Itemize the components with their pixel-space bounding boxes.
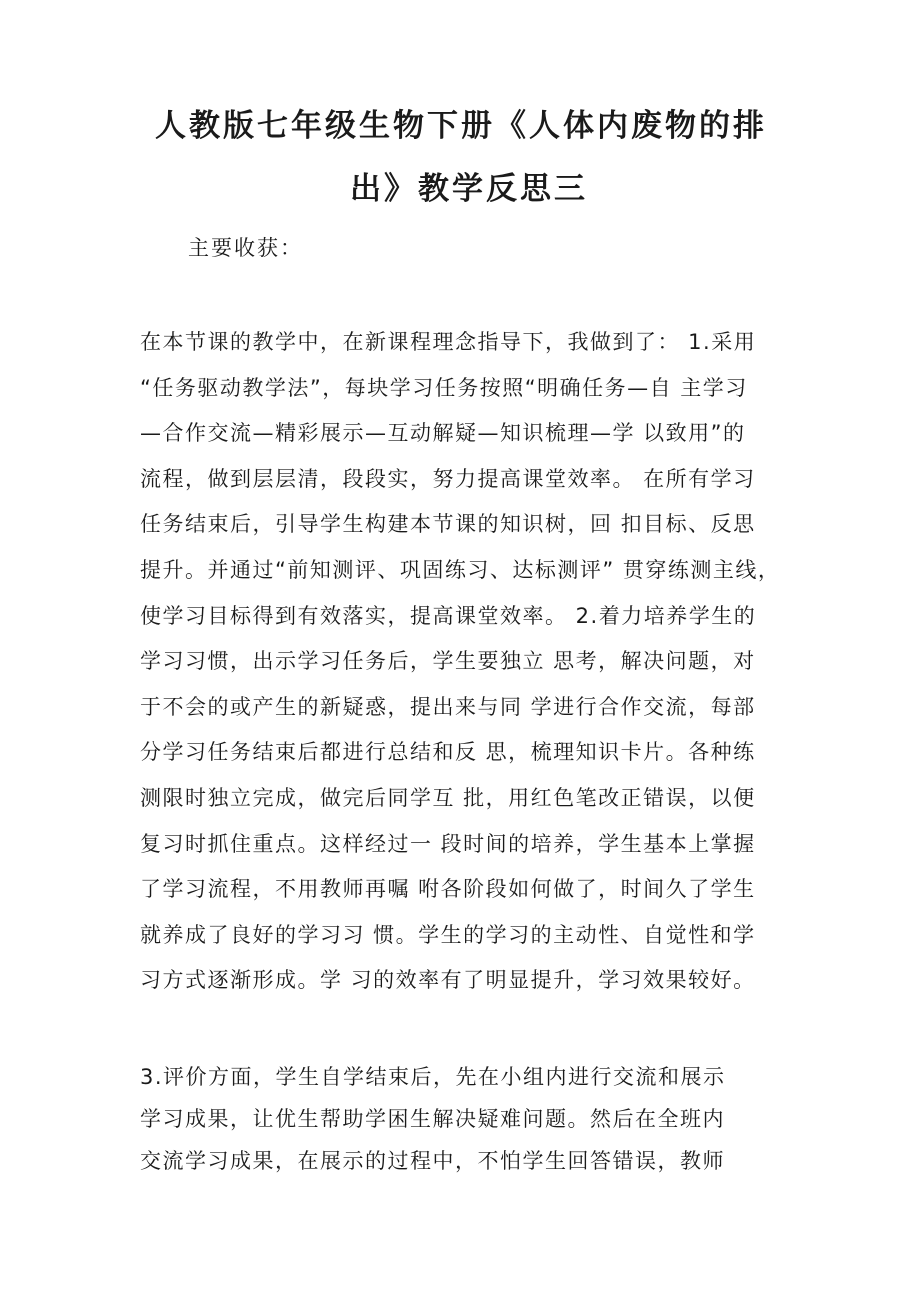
paragraph-line: 使学习目标得到有效落实，提高课堂效率。 2.着力培养学生的 [140,603,757,628]
body-paragraph-2 [140,1056,810,1182]
paragraph-line: 习方式逐渐形成。学 习的效率有了明显提升，学习效果较好。 [140,968,756,993]
section-subheading: 主要收获： [188,236,303,260]
document-title-line-2: 出》教学反思三 [350,171,588,207]
paragraph-line: —合作交流—精彩展示—互动解疑—知识梳理—学 以致用”的 [140,421,746,446]
paragraph-line: 就养成了良好的学习习 惯。学生的学习的主动性、自觉性和学 [140,922,756,947]
document-title-line-1: 人教版七年级生物下册《人体内废物的排 [155,108,767,144]
paragraph-line: 交流学习成果，在展示的过程中，不怕学生回答错误，教师 [140,1149,725,1173]
paragraph-line: 任务结束后，引导学生构建本节课的知识树，回 扣目标、反思 [140,512,756,537]
paragraph-line: 于不会的或产生的新疑惑，提出来与同 学进行合作交流，每部 [140,694,756,719]
paragraph-line: 学习成果，让优生帮助学困生解决疑难问题。然后在全班内 [140,1107,725,1131]
paragraph-line: 复习时抓住重点。这样经过一 段时间的培养，学生基本上掌握 [140,831,756,856]
paragraph-line: 流程，做到层层清，段段实，努力提高课堂效率。 在所有学习 [140,466,756,491]
paragraph-line: 提升。并通过“前知测评、巩固练习、达标测评” 贯穿练测主线， [140,557,781,582]
paragraph-line: 在本节课的教学中，在新课程理念指导下，我做到了： 1.采用 [140,330,757,354]
paragraph-line: 分学习任务结束后都进行总结和反 思，梳理知识卡片。各种练 [140,740,756,765]
paragraph-line: 3.评价方面，学生自学结束后，先在小组内进行交流和展示 [140,1065,726,1089]
body-paragraph-1 [140,320,810,1004]
paragraph-line: 了学习流程，不用教师再嘱 咐各阶段如何做了，时间久了学生 [140,877,756,902]
paragraph-line: 测限时独立完成，做完后同学互 批，用红色笔改正错误，以便 [140,785,756,810]
paragraph-line: 学习习惯，出示学习任务后，学生要独立 思考，解决问题，对 [140,649,756,674]
paragraph-line: “任务驱动教学法”，每块学习任务按照“明确任务—自 主学习 [140,375,748,400]
